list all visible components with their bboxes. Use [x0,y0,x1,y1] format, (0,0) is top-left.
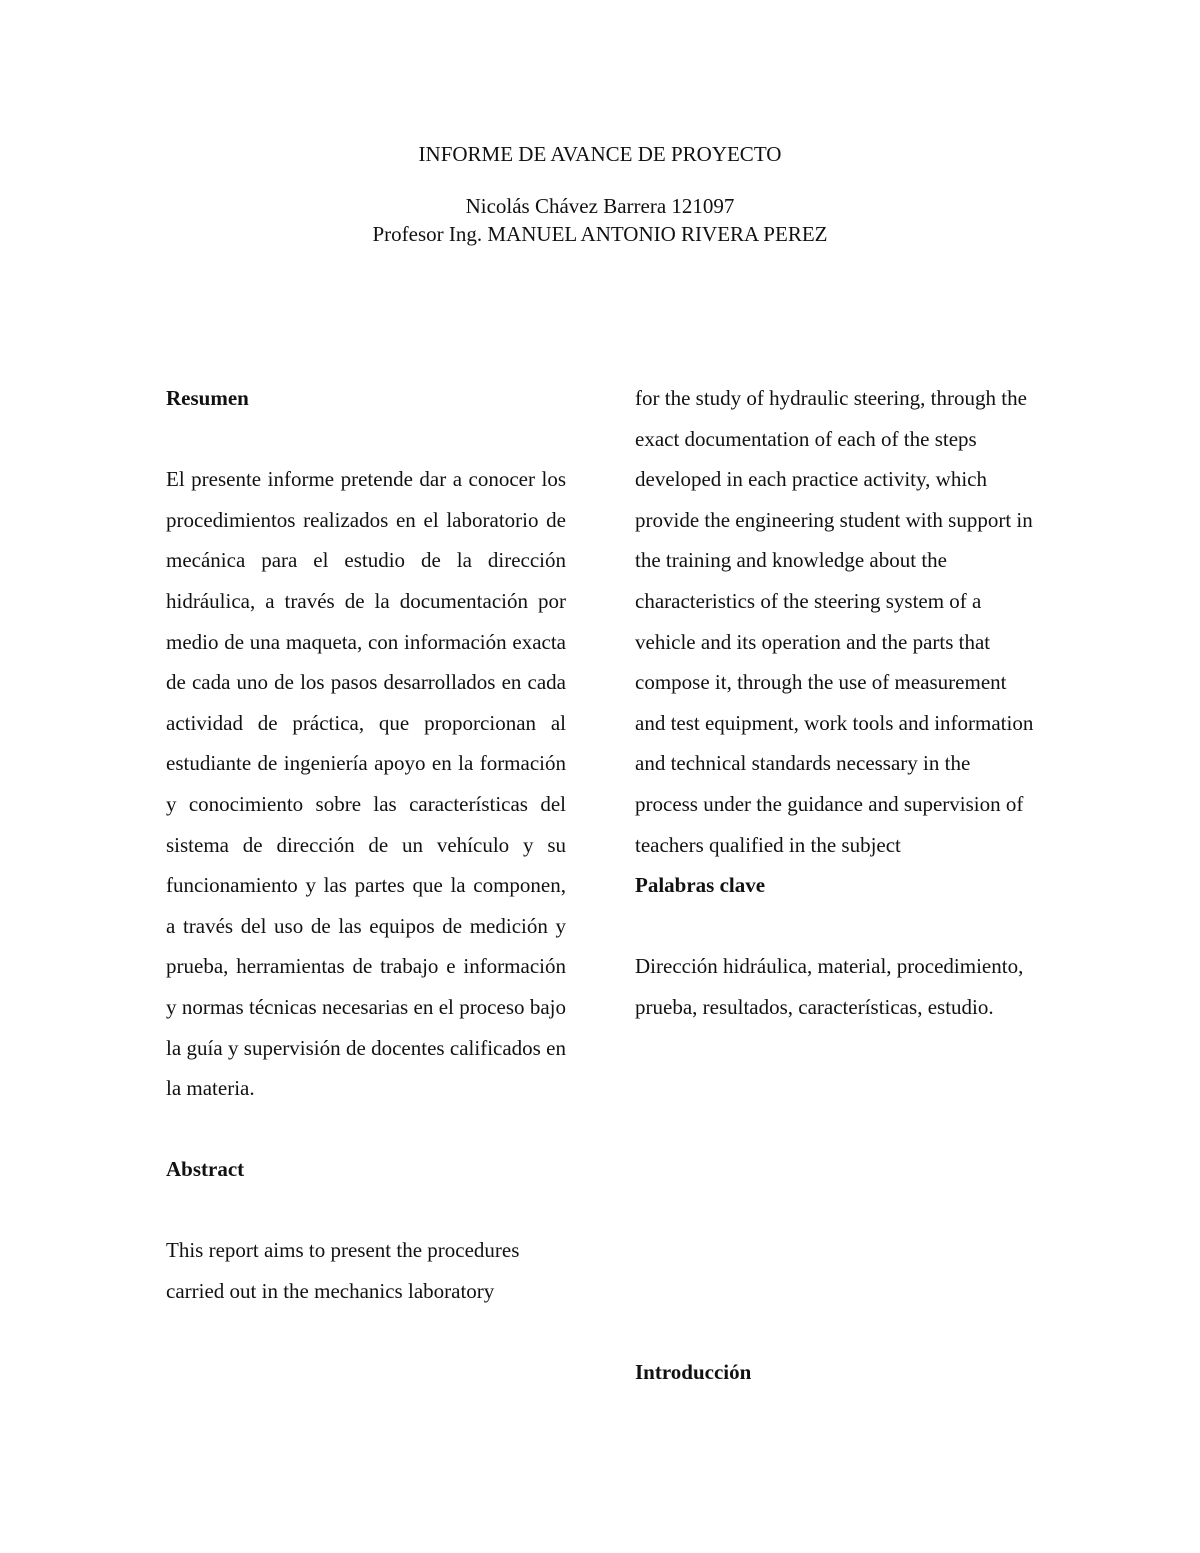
spacer [166,1109,566,1150]
spacer [166,1190,566,1231]
abstract-paragraph: This report aims to present the procedures carried out in the mechanics laboratory [166,1238,520,1304]
abstract-continued-paragraph: for the study of hydraulic steering, through the exact documentation of each of the steps developed in each practice activity, which provide the engineering student with support in the training and knowledge about the characteristics of the steering system of a vehicle and its operation and the parts that compose it, through the use of measurement and test equipment, work tools and information and technical standards necessary in the process under the guidance and supervision of teachers qualified in the subject [635,386,1034,857]
spacer [635,906,1035,947]
keywords-paragraph: Dirección hidráulica, material, procedimiento, prueba, resultados, características, estudio. [635,954,1024,1019]
spacer [166,419,566,460]
resumen-paragraph: El presente informe pretende dar a conocer los procedimientos realizados en el laboratorio de mecánica para el estudio de la dirección hidráulica, a través de la documentación por medio de una maqueta, con información exacta de cada uno de los pasos desarrollados en cada actividad de práctica, que proporcionan al estudiante de ingeniería apoyo en la formación y conocimiento sobre las características del sistema de dirección de un vehículo y su funcionamiento y las partes que la componen, a través del uso de las equipos de medición y prueba, herramientas de trabajo e información y normas técnicas necesarias en el proceso bajo la guía y supervisión de docentes calificados en la materia. [166,467,566,1101]
abstract-heading: Abstract [166,1157,245,1182]
right-column [635,378,1035,1028]
resumen-heading: Resumen [166,386,249,410]
document-header [0,140,1200,248]
keywords-heading: Palabras clave [635,873,766,898]
introduccion-heading: Introducción [635,1360,752,1384]
author-line: Nicolás Chávez Barrera 121097 [465,194,735,218]
left-column [166,378,566,1312]
document-title: INFORME DE AVANCE DE PROYECTO [418,142,782,166]
professor-line: Profesor Ing. MANUEL ANTONIO RIVERA PEREZ [372,222,828,246]
